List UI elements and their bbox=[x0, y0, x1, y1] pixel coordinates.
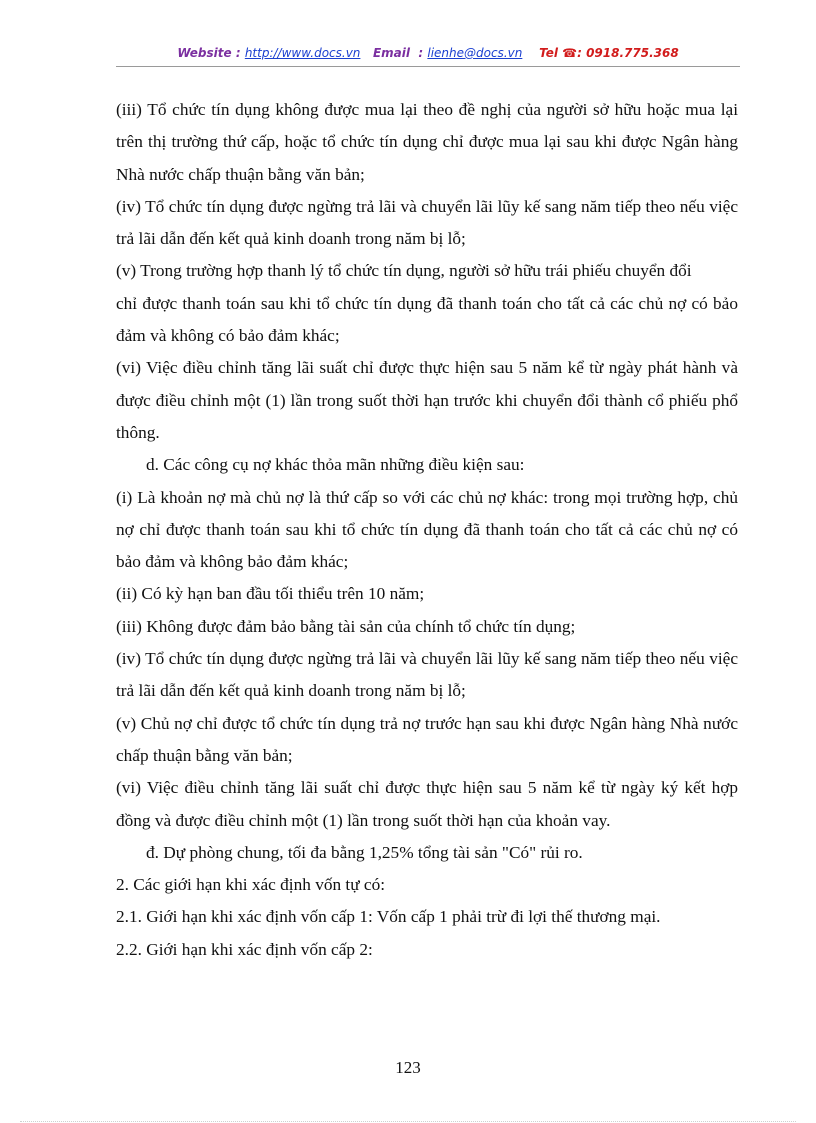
paragraph-v-early-repayment: (v) Chủ nợ chỉ được tổ chức tín dụng trả nợ trước hạn sau khi được Ngân hàng Nhà nước chấp thuận bằng văn bản; bbox=[116, 713, 738, 765]
section-2-2: 2.2. Giới hạn khi xác định vốn cấp 2: bbox=[116, 939, 373, 959]
paragraph-vi-rate-adjustment-2: (vi) Việc điều chỉnh tăng lãi suất chỉ được thực hiện sau 5 năm kể từ ngày ký kết hợp đồng và được điều chỉnh một (1) lần trong suốt thời hạn của khoản vay. bbox=[116, 778, 738, 830]
paragraph-v-liquidation: (v) Trong trường hợp thanh lý tổ chức tín dụng, người sở hữu trái phiếu chuyển đổi bbox=[116, 261, 692, 281]
section-2-heading: 2. Các giới hạn khi xác định vốn tự có: bbox=[116, 875, 386, 895]
email-link[interactable]: lienhe@docs.vn bbox=[427, 46, 523, 60]
email-label: Email bbox=[372, 46, 410, 60]
website-link[interactable]: http://www.docs.vn bbox=[244, 46, 361, 60]
paragraph-v-continuation: chỉ được thanh toán sau khi tổ chức tín dụng đã thanh toán cho tất cả các chủ nợ có bảo đảm và không có bảo đảm khác; bbox=[116, 293, 738, 346]
paragraph-vi-rate-adjustment: (vi) Việc điều chỉnh tăng lãi suất chỉ được thực hiện sau 5 năm kể từ ngày phát hành và được điều chỉnh một (1) lần trong suốt thời hạn trước khi chuyển đổi thành cổ phiếu phổ thông. bbox=[116, 358, 738, 442]
document-body bbox=[116, 94, 738, 966]
page-header bbox=[116, 46, 740, 60]
paragraph-iv-interest-suspension-2: (iv) Tổ chức tín dụng được ngừng trả lãi và chuyển lãi lũy kế sang năm tiếp theo nếu việc trả lãi dẫn đến kết quả kinh doanh trong năm bị lỗ; bbox=[116, 649, 738, 701]
phone-icon: ☎ bbox=[562, 46, 578, 60]
website-label: Website bbox=[177, 46, 232, 60]
paragraph-iv-interest-suspension: (iv) Tổ chức tín dụng được ngừng trả lãi và chuyển lãi lũy kế sang năm tiếp theo nếu việc trả lãi dẫn đến kết quả kinh doanh trong năm bị lỗ; bbox=[116, 196, 738, 249]
section-d-heading: d. Các công cụ nợ khác thỏa mãn những điều kiện sau: bbox=[146, 455, 525, 475]
paragraph-ii-term: (ii) Có kỳ hạn ban đầu tối thiểu trên 10 năm; bbox=[116, 584, 425, 604]
bottom-divider bbox=[20, 1121, 796, 1122]
header-divider bbox=[116, 66, 740, 67]
section-2-1: 2.1. Giới hạn khi xác định vốn cấp 1: Vốn cấp 1 phải trừ đi lợi thế thương mại. bbox=[116, 907, 661, 927]
website-colon: : bbox=[235, 46, 241, 60]
email-colon: : bbox=[418, 46, 424, 60]
section-dd-provision: đ. Dự phòng chung, tối đa bằng 1,25% tổng tài sản "Có" rủi ro. bbox=[146, 842, 583, 862]
paragraph-iii-repurchase: (iii) Tổ chức tín dụng không được mua lại theo đề nghị của người sở hữu hoặc mua lại trên thị trường thứ cấp, hoặc tổ chức tín dụng chỉ được mua lại sau khi được Ngân hàng Nhà nước chấp thuận bằng văn bản; bbox=[116, 100, 738, 184]
paragraph-iii-unsecured: (iii) Không được đảm bảo bằng tài sản của chính tổ chức tín dụng; bbox=[116, 616, 576, 636]
page-number: 123 bbox=[395, 1058, 421, 1077]
phone-number: : 0918.775.368 bbox=[577, 46, 679, 60]
tel-label: Tel bbox=[539, 46, 558, 60]
paragraph-i-subordinated: (i) Là khoản nợ mà chủ nợ là thứ cấp so với các chủ nợ khác: trong mọi trường hợp, chủ nợ chỉ được thanh toán sau khi tổ chức tín dụng đã thanh toán cho tất cả các chủ nợ có bảo đảm và không bảo đảm khác; bbox=[116, 487, 738, 572]
